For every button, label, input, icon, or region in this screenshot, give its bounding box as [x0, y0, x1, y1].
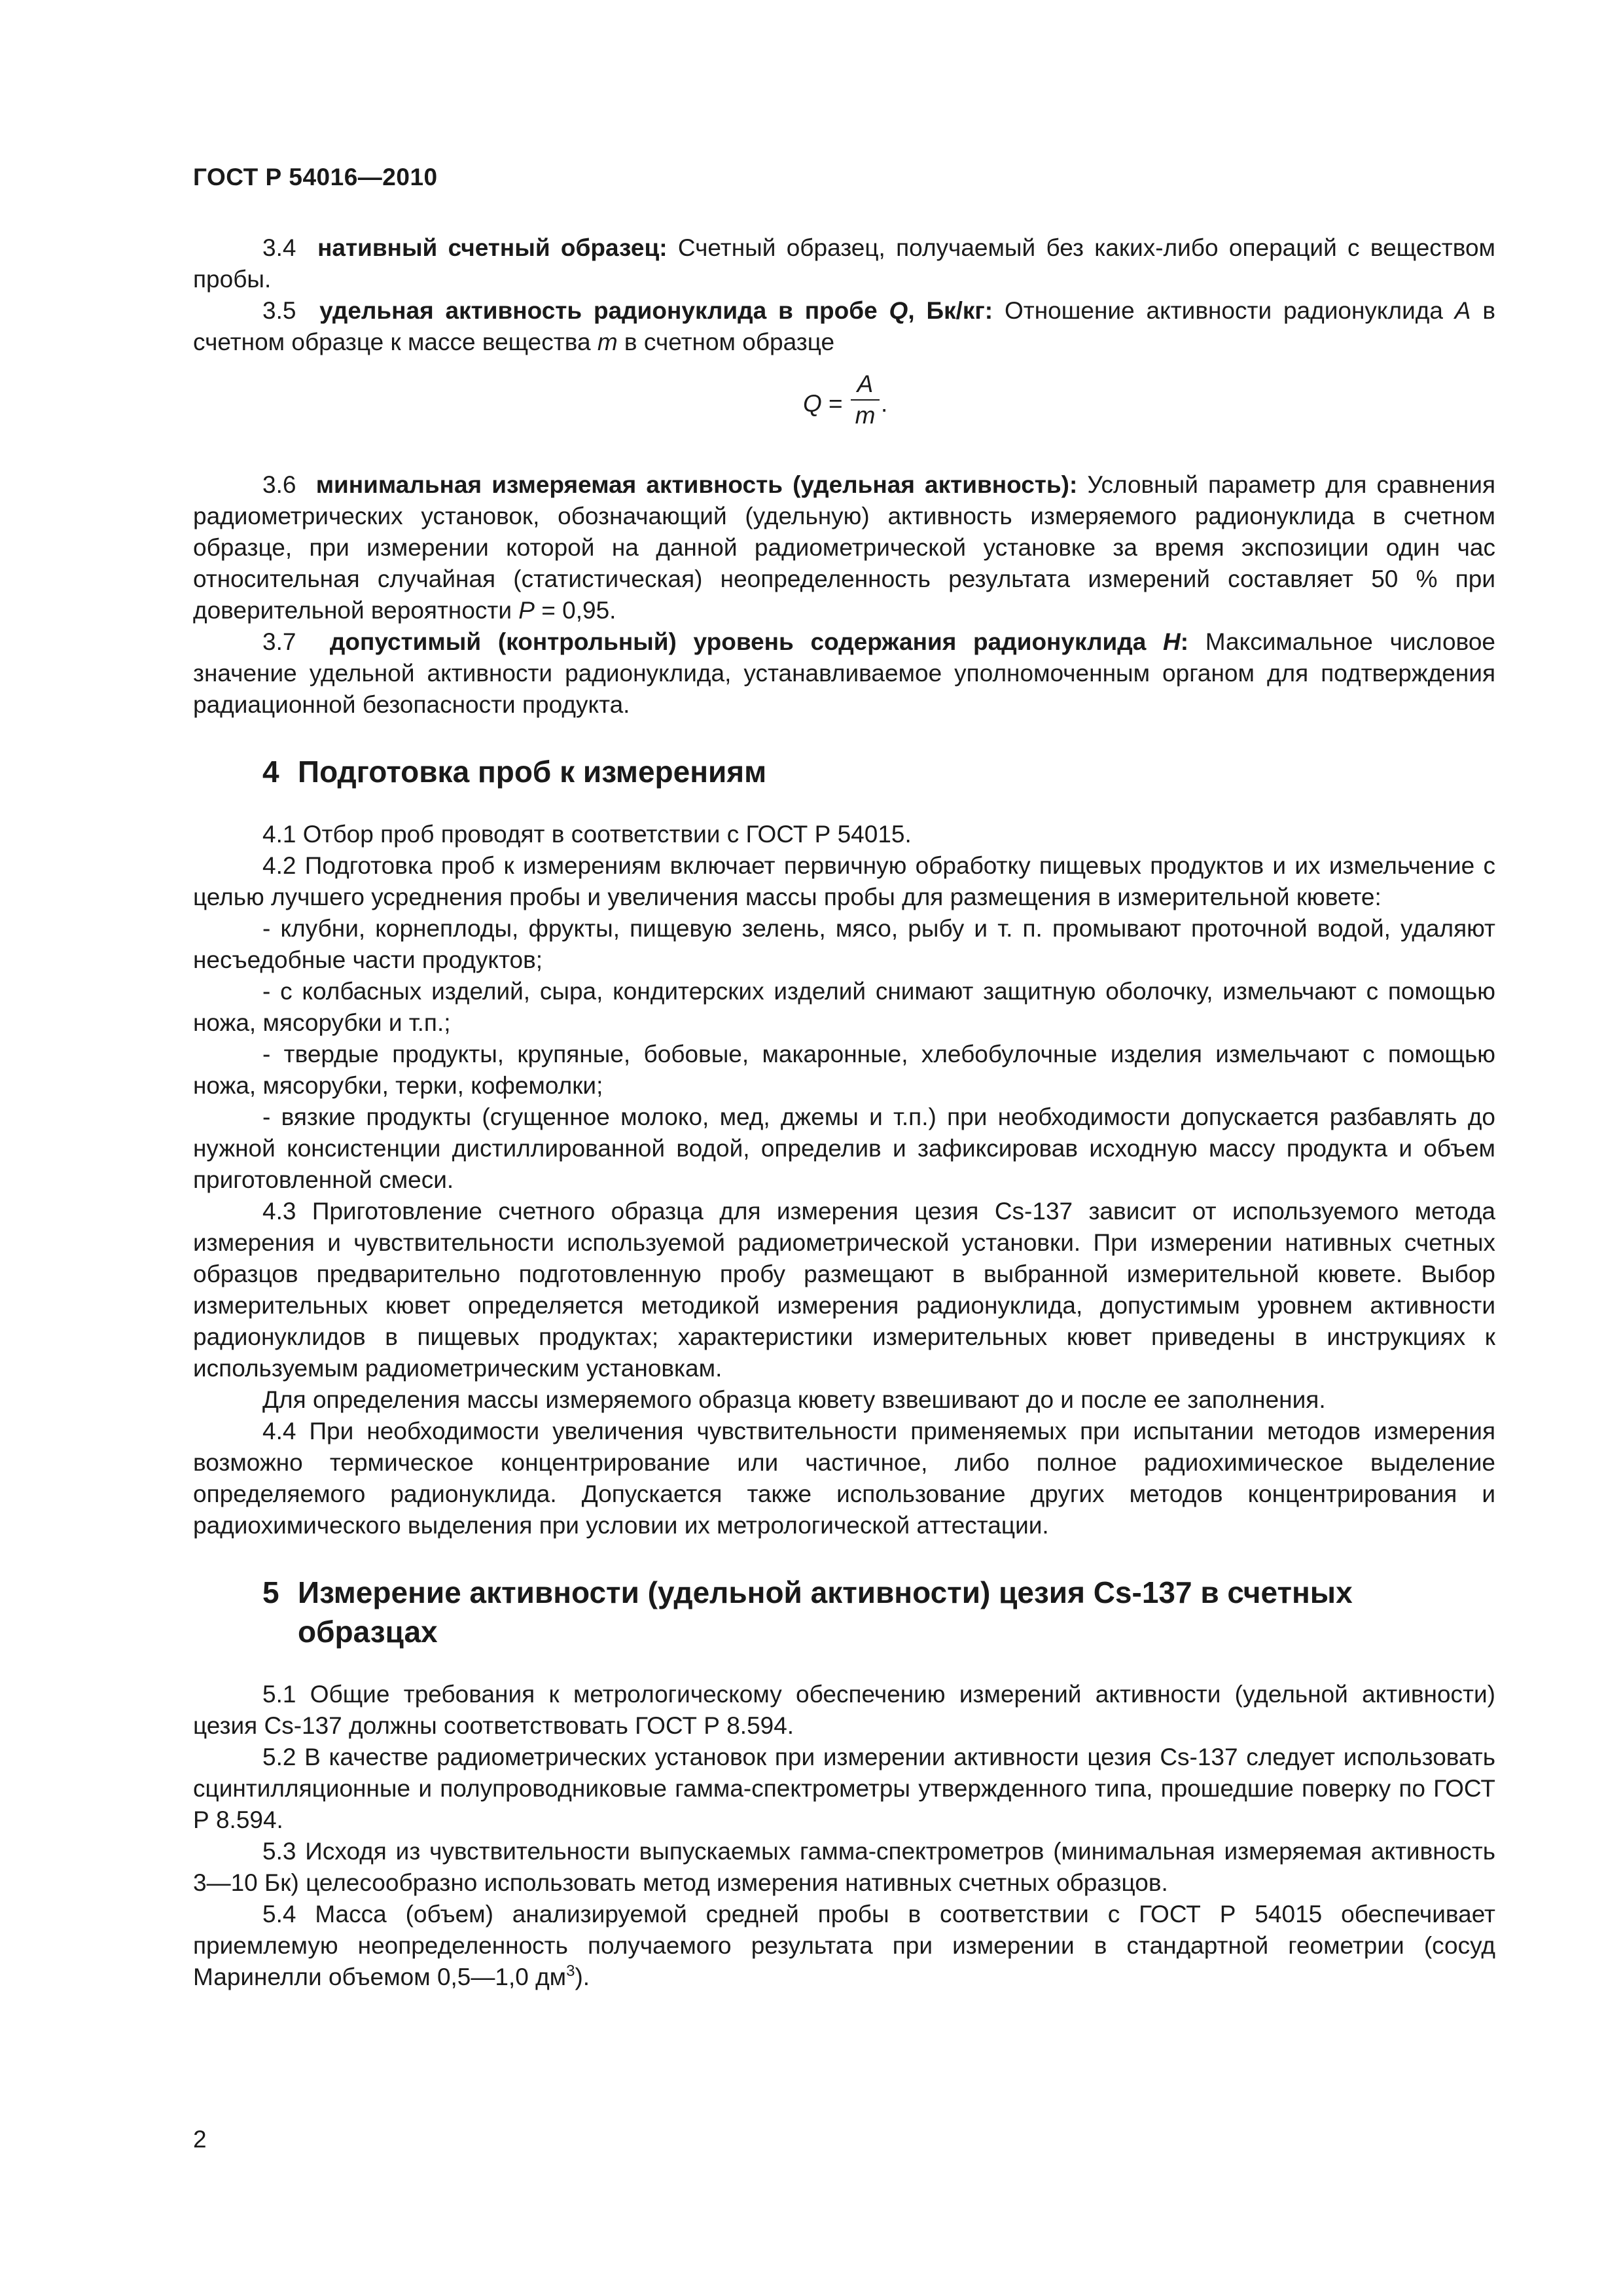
clause-3-6: 3.6 минимальная измеряемая активность (удельная активность): Условный параметр для сравнения радиометрических установок, обозначающий (удельную) активность измеряемого радионуклида в счетном образце, при измерении которой на данной радиометрической установке за время экспозиции один час относительная случайная (статистическая) неопределенность результата измерений составляет 50 % при доверительной вероятности P = 0,95.: [193, 471, 1495, 624]
list-item: - клубни, корнеплоды, фрукты, пищевую зелень, мясо, рыбу и т. п. промывают проточной водой, удаляют несъедобные части продуктов;: [193, 915, 1495, 973]
clause-5-3: 5.3 Исходя из чувствительности выпускаемых гамма-спектрометров (минимальная измеряемая активность 3—10 Бк) целесообразно использовать метод измерения нативных счетных образцов.: [193, 1838, 1495, 1896]
formula-end: .: [881, 390, 888, 417]
clause-4-3-note: Для определения массы измеряемого образца кювету взвешивают до и после ее заполнения.: [262, 1386, 1326, 1413]
list-item: - с колбасных изделий, сыра, кондитерских изделий снимают защитную оболочку, измельчают с помощью ножа, мясорубки и т.п.;: [193, 978, 1495, 1036]
clause-3-4: 3.4 нативный счетный образец: Счетный образец, получаемый без каких-либо операций с веществом пробы.: [193, 234, 1495, 293]
term: допустимый (контрольный) уровень содержания радионуклида H:: [329, 628, 1189, 655]
formula-fraction: [851, 371, 880, 429]
clause-4-1: 4.1 Отбор проб проводят в соответствии с ГОСТ Р 54015.: [262, 821, 912, 848]
formula-lhs: Q =: [803, 390, 843, 417]
formula-denominator: m: [855, 402, 876, 429]
term: нативный счетный образец:: [317, 234, 668, 261]
clause-4-2: 4.2 Подготовка проб к измерениям включает первичную обработку пищевых продуктов и их измельчение с целью лучшего усреднения пробы и увеличения массы пробы для размещения в измерительной кювете:: [193, 852, 1495, 910]
term: удельная активность радионуклида в пробе Q, Бк/кг:: [319, 297, 993, 324]
clause-3-5: 3.5 удельная активность радионуклида в пробе Q, Бк/кг: Отношение активности радионуклида A в счетном образце к массе вещества m в счетном образце: [193, 297, 1496, 355]
clause-4-4: 4.4 При необходимости увеличения чувствительности применяемых при испытании методов измерения возможно термическое концентрирование или частичное, либо полное радиохимическое выделение определяемого радионуклида. Допускается также использование других методов концентрирования и радиохимического выделения при условии их метрологической аттестации.: [193, 1418, 1495, 1539]
formula-numerator: A: [857, 370, 874, 397]
section-4-heading: 4 Подготовка проб к измерениям: [262, 755, 767, 789]
section-5-heading: 5 Измерение активности (удельной активности) цезия Cs-137 в счетных образцах: [262, 1575, 1353, 1649]
clause-4-3: 4.3 Приготовление счетного образца для измерения цезия Cs-137 зависит от используемого метода измерения и чувствительности используемой радиометрической установки. При измерении нативных счетных образцов предварительно подготовленную пробу размещают в выбранной измерительной кювете. Выбор измерительных кювет определяется методикой измерения радионуклида, допустимым уровнем активности радионуклидов в пищевых продуктах; характеристики измерительных кювет приведены в инструкциях к используемым радиометрическим установкам.: [193, 1198, 1495, 1382]
list-item: - вязкие продукты (сгущенное молоко, мед, джемы и т.п.) при необходимости допускается разбавлять до нужной консистенции дистиллированной водой, определив и зафиксировав исходную массу продукта и объем приготовленной смеси.: [193, 1103, 1495, 1193]
list-item: - твердые продукты, крупяные, бобовые, макаронные, хлебобулочные изделия измельчают с помощью ножа, мясорубки, терки, кофемолки;: [193, 1041, 1495, 1099]
formula-q: [193, 371, 1495, 434]
clause-5-2: 5.2 В качестве радиометрических установок при измерении активности цезия Cs-137 следует использовать сцинтилляционные и полупроводниковые гамма-спектрометры утвержденного типа, прошедшие поверку по ГОСТ Р 8.594.: [193, 1744, 1495, 1833]
page-number: 2: [193, 2126, 207, 2153]
clause-3-7: 3.7 допустимый (контрольный) уровень содержания радионуклида H: Максимальное числовое значение удельной активности радионуклида, устанавливаемое уполномоченным органом для подтверждения радиационной безопасности продукта.: [193, 628, 1495, 718]
clause-5-1: 5.1 Общие требования к метрологическому обеспечению измерений активности (удельной активности) цезия Cs-137 должны соответствовать ГОСТ Р 8.594.: [193, 1681, 1495, 1739]
term: минимальная измеряемая активность (удельная активность):: [315, 471, 1078, 498]
document-header: ГОСТ Р 54016—2010: [193, 164, 438, 190]
clause-5-4: 5.4 Масса (объем) анализируемой средней пробы в соответствии с ГОСТ Р 54015 обеспечивает приемлемую неопределенность получаемого результата при измерении в стандартной геометрии (сосуд Маринелли объемом 0,5—1,0 $дм^3$).: [193, 1901, 1495, 1990]
document-body: [193, 232, 1495, 1993]
fraction-bar: [851, 399, 880, 401]
